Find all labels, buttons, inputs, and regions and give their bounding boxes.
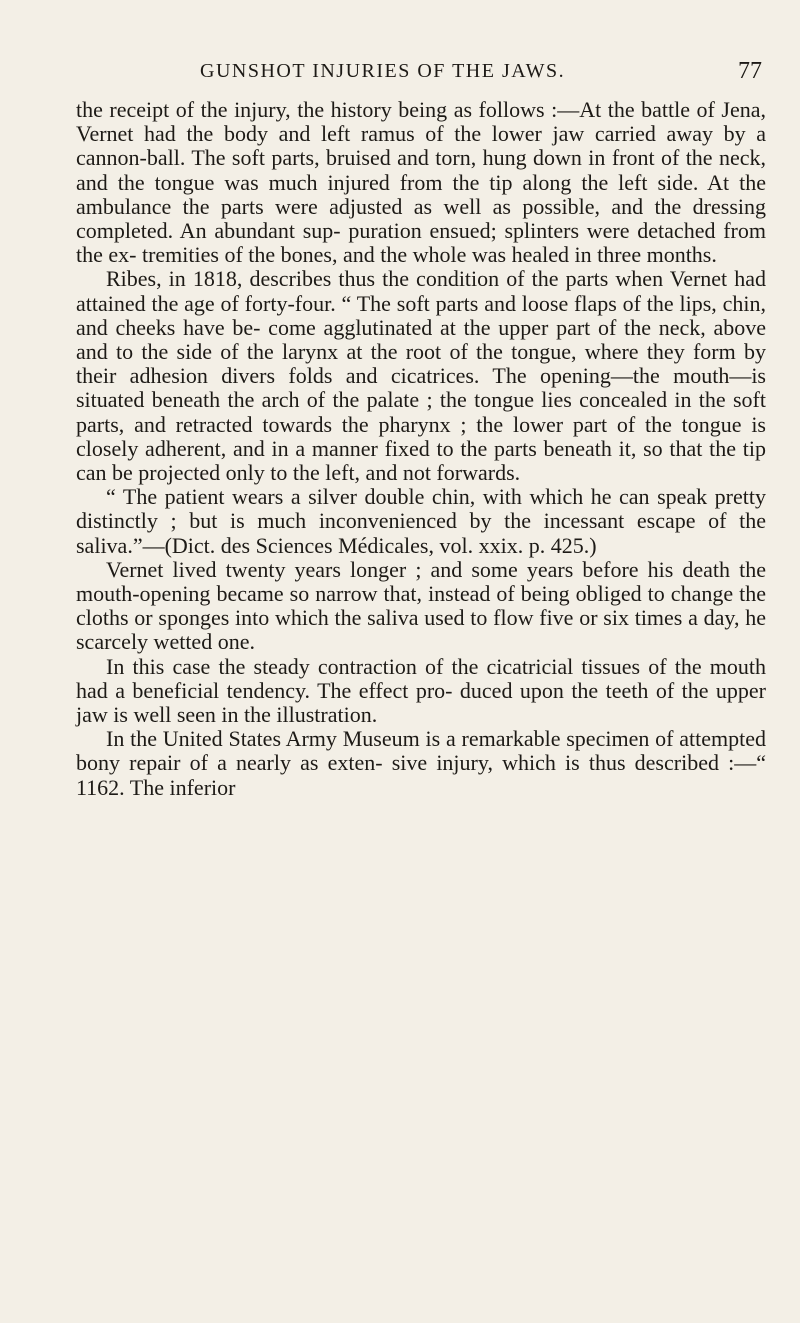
running-title: GUNSHOT INJURIES OF THE JAWS.	[200, 60, 566, 82]
running-head	[80, 60, 762, 92]
paragraph: In the United States Army Museum is a remarkable specimen of attempted bony repair of a nearly as exten- sive injury, which is thus described :—“ 1162. The inferior	[76, 726, 766, 800]
paragraph: In this case the steady contraction of the cicatricial tissues of the mouth had a beneficial tendency. The effect pro- duced upon the teeth of the upper jaw is well seen in the illustration.	[76, 653, 766, 728]
paragraph: the receipt of the injury, the history being as follows :—At the battle of Jena, Vernet had the body and left ramus of the lower jaw carried away by a cannon-ball. The soft parts, bruised and torn, hung down in front of the neck, and the tongue was much injured from the tip along the left side. At the ambulance the parts were adjusted as well as possible, and the dressing completed. An abundant sup- puration ensued; splinters were detached from the ex- tremities of the bones, and the whole was healed in three months.	[76, 97, 766, 268]
body-text	[76, 98, 766, 800]
paragraph: “ The patient wears a silver double chin, with which he can speak pretty distinctly ; but is much inconvenienced by the incessant escape of the saliva.”—(Dict. des Sciences Médicales, vol. xxix. p. 425.)	[76, 484, 766, 558]
paragraph: Vernet lived twenty years longer ; and some years before his death the mouth-opening became so narrow that, instead of being obliged to change the cloths or sponges into which the saliva used to flow five or six times a day, he scarcely wetted one.	[76, 556, 766, 655]
page-number: 77	[738, 58, 762, 84]
paragraph: Ribes, in 1818, describes thus the condition of the parts when Vernet had attained the age of forty-four. “ The soft parts and loose flaps of the lips, chin, and cheeks have be- come agglutinated at the upper part of the neck, above and to the side of the larynx at the root of the tongue, where they form by their adhesion divers folds and cicatrices. The opening—the mouth—is situated beneath the arch of the palate ; the tongue lies concealed in the soft parts, and retracted towards the pharynx ; the lower part of the tongue is closely adherent, and in a manner fixed to the parts beneath it, so that the tip can be projected only to the left, and not forwards.	[76, 266, 766, 486]
